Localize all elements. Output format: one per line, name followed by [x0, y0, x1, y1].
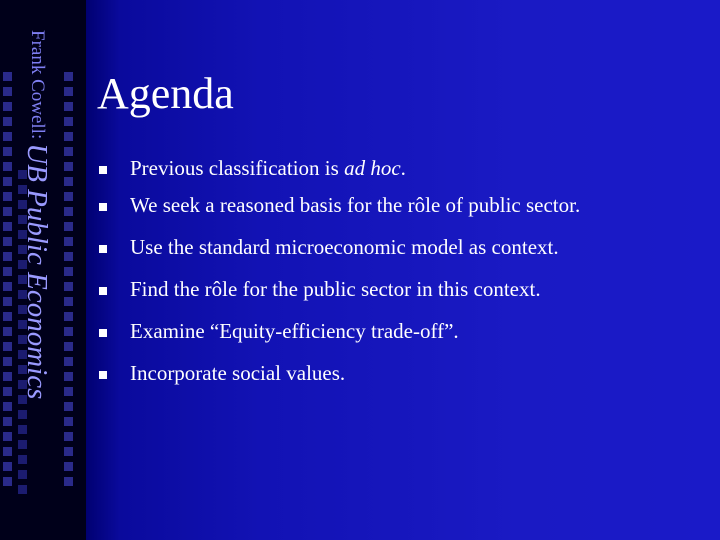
bullet-text: Find the rôle for the public sector in this context.: [130, 277, 541, 301]
bullet-text: Previous classification is: [130, 156, 345, 180]
bullet-item: [99, 361, 699, 386]
bullet-item: [99, 193, 699, 218]
bullet-marker-icon: [99, 166, 107, 174]
sidebar-author: Frank Cowell:: [27, 30, 48, 140]
bullet-text: Incorporate social values.: [130, 361, 346, 385]
bullet-marker-icon: [99, 371, 107, 379]
bullet-marker-icon: [99, 329, 107, 337]
bullet-item: [99, 319, 699, 344]
sidebar-course-title: [22, 30, 51, 399]
bullet-item: [99, 277, 699, 302]
bullet-emphasis: ad hoc: [344, 156, 401, 180]
sidebar: [0, 0, 86, 540]
bullet-marker-icon: [99, 287, 107, 295]
slide-title: Agenda: [97, 69, 234, 118]
bullet-text: Use the standard microeconomic model as context.: [130, 235, 559, 259]
bullet-marker-icon: [99, 203, 107, 211]
bullet-marker-icon: [99, 245, 107, 253]
bullet-text: Examine “Equity-efficiency trade-off”.: [130, 319, 459, 343]
bullet-list: [99, 156, 699, 386]
sidebar-course: UB Public Economics: [21, 143, 53, 400]
bullet-item: [99, 156, 699, 181]
bullet-item: [99, 235, 699, 260]
bullet-text: We seek a reasoned basis for the rôle of public sector.: [130, 193, 581, 217]
bullet-suffix: .: [400, 156, 406, 180]
